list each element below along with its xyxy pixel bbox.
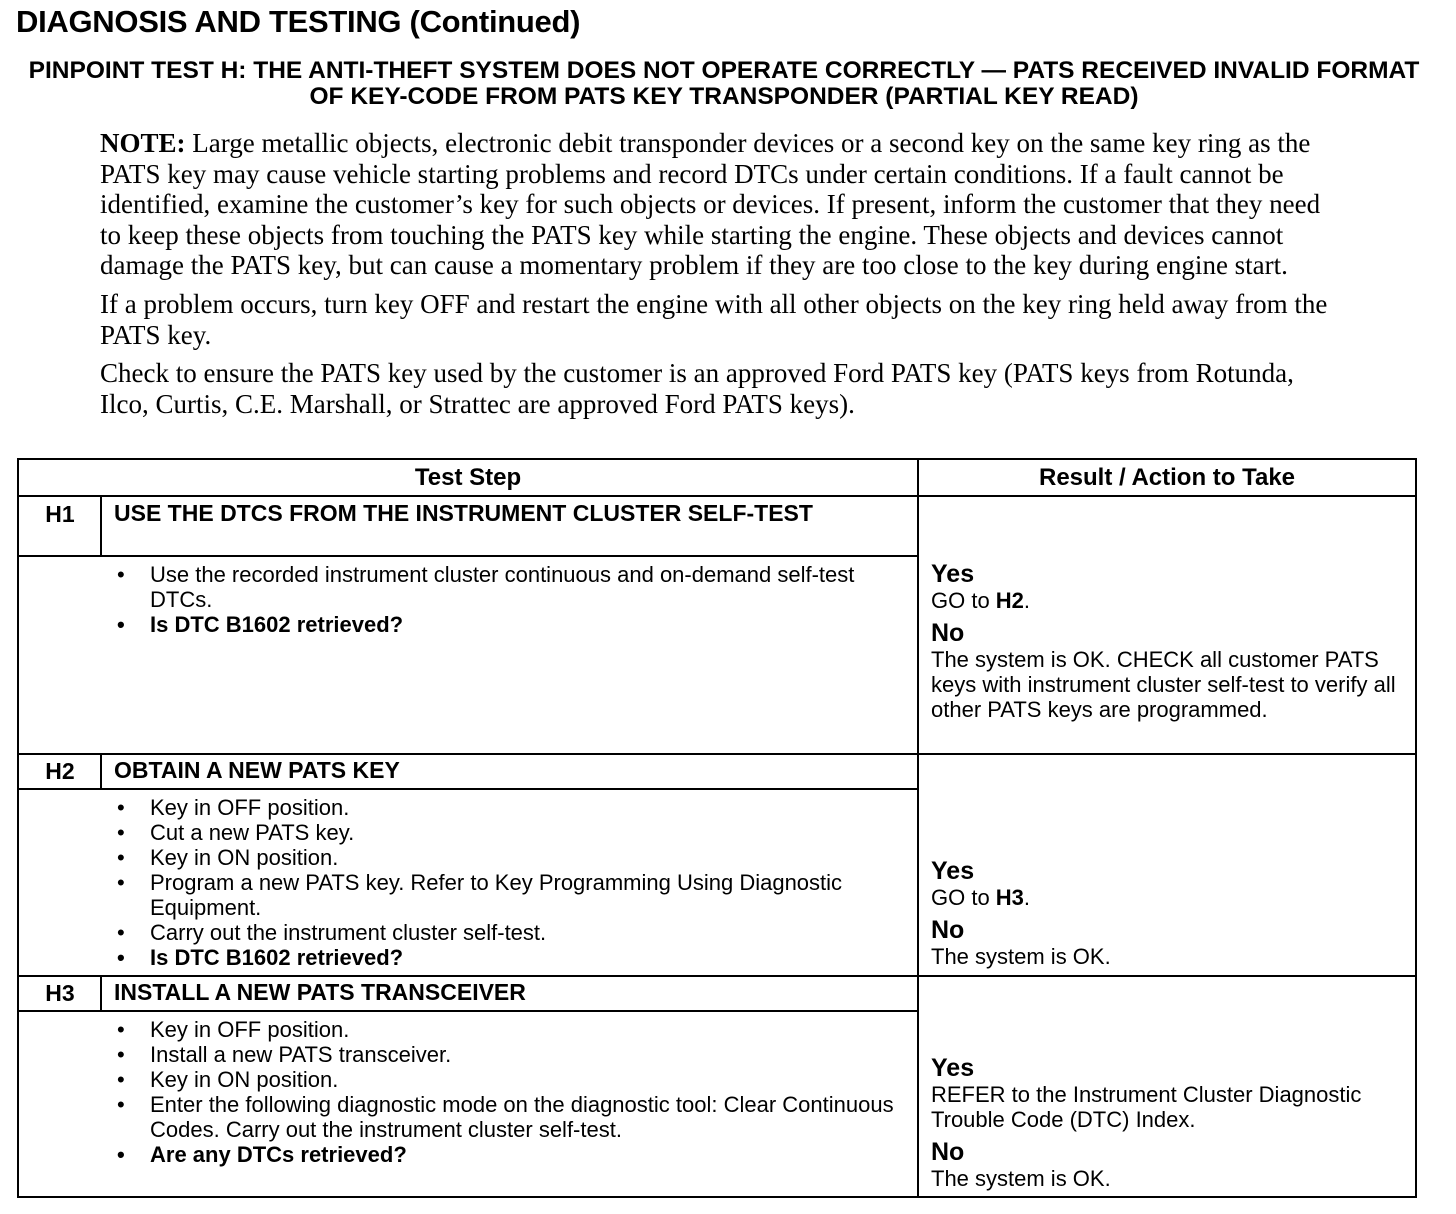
no-action: The system is OK. CHECK all customer PATS keys with instrument cluster self-test to verify all other PATS keys are programmed. — [931, 647, 1396, 722]
step-bullet: • Key in OFF position. — [113, 795, 908, 820]
yes-label: Yes — [931, 1054, 975, 1082]
yes-label: Yes — [931, 560, 975, 588]
h2-title-divider — [19, 788, 917, 790]
step-bullet: • Carry out the instrument cluster self-test. — [113, 920, 908, 945]
note-section — [100, 128, 1330, 427]
step-id-h1: H1 — [45, 501, 75, 527]
result-h3 — [931, 1054, 1421, 1191]
h3-title-divider — [19, 1010, 917, 1012]
goto-step-link: H2 — [995, 588, 1024, 613]
note-paragraph-3: Check to ensure the PATS key used by the customer is an approved Ford PATS key (PATS keys from Rotunda, Ilco, Curtis, C.E. Marshall, or Strattec are approved Ford PATS keys). — [100, 358, 1294, 419]
step-title-h3: INSTALL A NEW PATS TRANSCEIVER — [114, 979, 526, 1005]
step-bullet: • Key in ON position. — [113, 845, 908, 870]
step-bullet: • Key in ON position. — [113, 1067, 908, 1092]
yes-action — [931, 885, 1421, 910]
no-action: The system is OK. — [931, 944, 1111, 969]
page-title: DIAGNOSIS AND TESTING (Continued) — [16, 4, 581, 39]
step-bullet: • Use the recorded instrument cluster continuous and on-demand self-test DTCs. — [113, 562, 908, 612]
step-actions-h1 — [113, 562, 908, 637]
step-bullet: • Cut a new PATS key. — [113, 820, 908, 845]
step-title-h2: OBTAIN A NEW PATS KEY — [114, 757, 400, 783]
yes-action-suffix: . — [1023, 885, 1031, 910]
step-bullet: • Enter the following diagnostic mode on the diagnostic tool: Clear Continuous Codes. Carry out the instrument cluster self-test. — [113, 1092, 908, 1142]
step-bullet: • Install a new PATS transceiver. — [113, 1042, 908, 1067]
step-bullet: • Program a new PATS key. Refer to Key Programming Using Diagnostic Equipment. — [113, 870, 908, 920]
pinpoint-test-title: PINPOINT TEST H: THE ANTI-THEFT SYSTEM DOES NOT OPERATE CORRECTLY — PATS RECEIVED INVALID FORMAT OF KEY-CODE FROM PATS KEY TRANSPONDER (PARTIAL KEY READ) — [28, 57, 1420, 110]
column-divider — [917, 460, 919, 1196]
step-question: • Is DTC B1602 retrieved? — [113, 945, 908, 970]
yes-action-suffix: . — [1023, 588, 1031, 613]
header-divider — [19, 495, 1415, 497]
h2-row-divider — [19, 975, 1415, 977]
step-title-h1: USE THE DTCS FROM THE INSTRUMENT CLUSTER SELF-TEST — [114, 500, 813, 526]
header-test-step: Test Step — [414, 464, 522, 491]
yes-action — [931, 588, 1421, 613]
test-step-table — [17, 458, 1417, 1198]
no-label: No — [931, 619, 965, 647]
step-question: • Is DTC B1602 retrieved? — [113, 612, 908, 637]
note-paragraph-2: If a problem occurs, turn key OFF and restart the engine with all other objects on the key ring held away from the PATS key. — [100, 288, 1328, 350]
step-actions-h3 — [113, 1017, 908, 1167]
note-label: NOTE: — [100, 128, 186, 158]
no-action: The system is OK. — [931, 1166, 1111, 1191]
step-bullet: • Key in OFF position. — [113, 1017, 908, 1042]
h1-title-divider — [19, 555, 917, 557]
yes-action-text: GO to — [931, 588, 996, 613]
no-label: No — [931, 916, 965, 944]
h1-row-divider — [19, 753, 1415, 755]
result-h1 — [931, 560, 1421, 722]
goto-step-link: H3 — [995, 885, 1024, 910]
step-id-h2: H2 — [45, 758, 75, 784]
result-h2 — [931, 857, 1421, 969]
note-text: Large metallic objects, electronic debit transponder devices or a second key on the same key ring as the PATS key may cause vehicle starting problems and record DTCs under certain conditions. If a fault cannot be identified, examine the customer’s key for such objects or devices. If present, inform the customer that they need to keep these objects from touching the PATS key while starting the engine. These objects and devices cannot damage the PATS key, but can cause a momentary problem if they are too close to the key during engine start. — [100, 128, 1321, 281]
no-label: No — [931, 1138, 965, 1166]
yes-label: Yes — [931, 857, 975, 885]
yes-action-text: GO to — [931, 885, 996, 910]
step-id-h3: H3 — [45, 980, 75, 1006]
header-result-action: Result / Action to Take — [1038, 464, 1296, 491]
yes-action: REFER to the Instrument Cluster Diagnostic Trouble Code (DTC) Index. — [931, 1082, 1362, 1132]
step-question: • Are any DTCs retrieved? — [113, 1142, 908, 1167]
step-actions-h2 — [113, 795, 908, 970]
note-paragraph — [100, 128, 1330, 281]
